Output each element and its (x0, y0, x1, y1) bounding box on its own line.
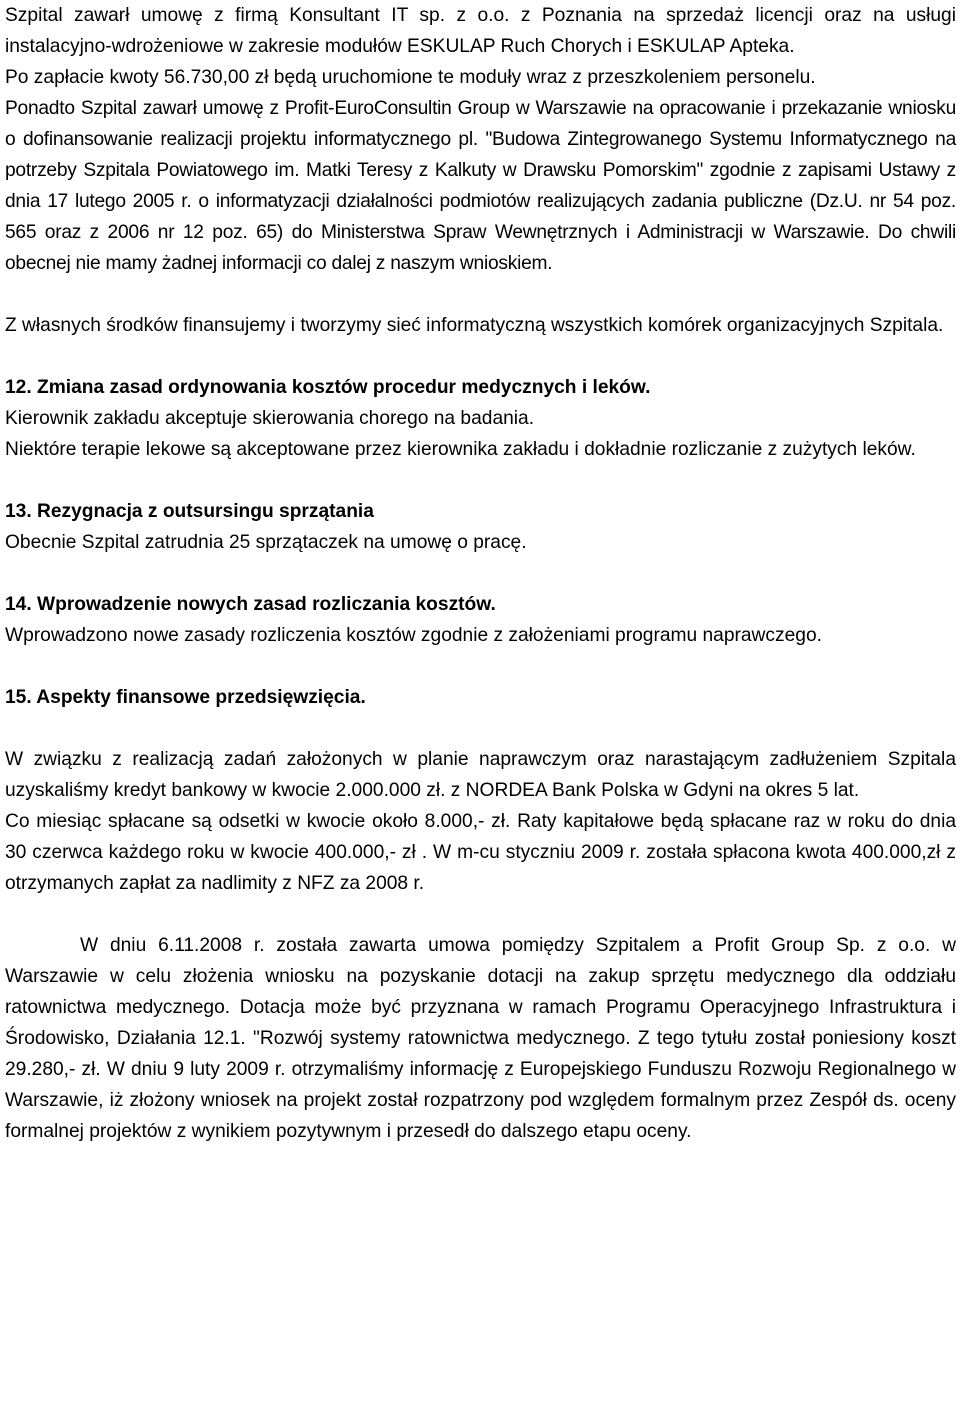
paragraph-own-funds-network: Z własnych środków finansujemy i tworzymy sieć informatyczną wszystkich komórek organizacyjnych Szpitala. (5, 315, 944, 336)
document-page (5, 0, 956, 1147)
section-heading-15: 15. Aspekty finansowe przedsięwzięcia. (5, 687, 366, 708)
paragraph-drug-therapies: Niektóre terapie lekowe są akceptowane przez kierownika zakładu i dokładnie rozliczanie z zużytych leków. (5, 439, 916, 460)
paragraph-interest-installments: Co miesiąc spłacane są odsetki w kwocie około 8.000,- zł. Raty kapitałowe będą spłacane raz w roku do dnia 30 czerwca każdego roku w kwocie 400.000,- zł . W m-cu styczniu 2009 r. została spłacona kwota 400.000,zł z otrzymanych zapłat za nadlimity z NFZ za 2008 r. (5, 811, 956, 894)
section-heading-14: 14. Wprowadzenie nowych zasad rozliczania kosztów. (5, 594, 496, 615)
paragraph-cost-settlement: Wprowadzono nowe zasady rozliczenia kosztów zgodnie z założeniami programu naprawczego. (5, 625, 822, 646)
paragraph-subsidy-application: W dniu 6.11.2008 r. została zawarta umowa pomiędzy Szpitalem a Profit Group Sp. z o.o. w Warszawie w celu złożenia wniosku na pozyskanie dotacji na zakup sprzętu medycznego dla oddziału ratownictwa medycznego. Dotacja może być przyznana w ramach Programu Operacyjnego Infrastruktura i Środowisko, Działania 12.1. "Rozwój systemy ratownictwa medycznego. Z tego tytułu został poniesiony koszt 29.280,- zł. W dniu 9 luty 2009 r. otrzymaliśmy informację z Europejskiego Funduszu Rozwoju Regionalnego w Warszawie, iż złożony wniosek na projekt został rozpatrzony pod względem formalnym przez Zespół ds. oceny formalnej projektów z wynikiem pozytywnym i przesedł do dalszego etapu oceny. (5, 935, 956, 1142)
paragraph-license-agreement: Szpital zawarł umowę z firmą Konsultant IT sp. z o.o. z Poznania na sprzedaż licencji oraz na usługi instalacyjno-wdrożeniowe w zakresie modułów ESKULAP Ruch Chorych i ESKULAP Apteka. (5, 5, 956, 57)
section-heading-12: 12. Zmiana zasad ordynowania kosztów procedur medycznych i leków. (5, 377, 651, 398)
paragraph-grant-application: Ponadto Szpital zawarł umowę z Profit-EuroConsultin Group w Warszawie na opracowanie i przekazanie wniosku o dofinansowanie realizacji projektu informatycznego pl. "Budowa Zintegrowanego Systemu Informatycznego na potrzeby Szpitala Powiatowego im. Matki Teresy z Kalkuty w Drawsku Pomorskim" zgodnie z zapisami Ustawy z dnia 17 lutego 2005 r. o informatyzacji działalności podmiotów realizujących zadania publiczne (Dz.U. nr 54 poz. 565 oraz z 2006 nr 12 poz. 65) do Ministerstwa Spraw Wewnętrznych i Administracji w Warszawie. Do chwili obecnej nie mamy żadnej informacji co dalej z naszym wnioskiem. (5, 98, 956, 274)
paragraph-referrals: Kierownik zakładu akceptuje skierowania chorego na badania. (5, 408, 535, 429)
paragraph-cleaning-staff: Obecnie Szpital zatrudnia 25 sprzątaczek na umowę o pracę. (5, 532, 527, 553)
paragraph-payment-modules: Po zapłacie kwoty 56.730,00 zł będą uruchomione te moduły wraz z przeszkoleniem personelu. (5, 67, 816, 88)
paragraph-bank-credit: W związku z realizacją zadań założonych w planie naprawczym oraz narastającym zadłużeniem Szpitala uzyskaliśmy kredyt bankowy w kwocie 2.000.000 zł. z NORDEA Bank Polska w Gdyni na okres 5 lat. (5, 749, 956, 801)
section-heading-13: 13. Rezygnacja z outsursingu sprzątania (5, 501, 374, 522)
